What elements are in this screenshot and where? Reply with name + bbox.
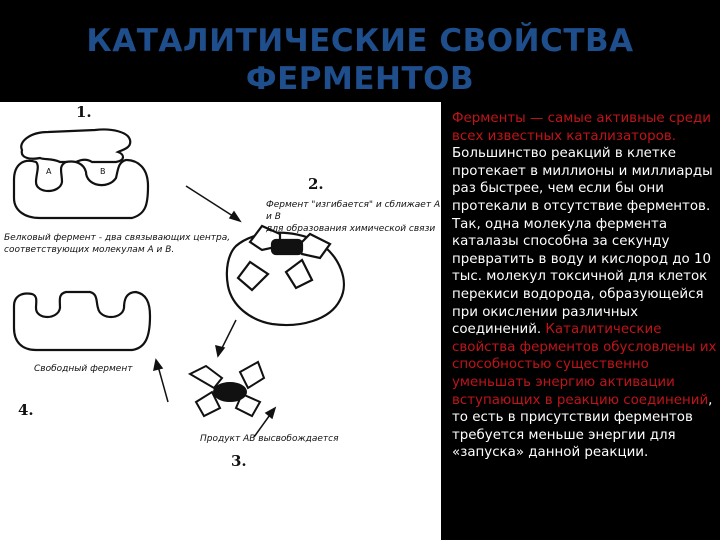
caption-enzyme-bends: [266, 199, 441, 235]
body-paragraph: [452, 110, 720, 462]
body-conclusion-text: , то есть в присутствии ферментов требуется меньше энергии для «запуска» данной реакции.: [452, 392, 713, 461]
slide-title-line-1: КАТАЛИТИЧЕСКИЕ СВОЙСТВА: [86, 23, 634, 59]
step-4-number: 4.: [18, 401, 34, 419]
body-reaction-speed-text: Большинство реакций в клетке протекает в миллионы и миллиарды раз быстрее, чем если бы они протекали в отсутствие ферментов. Так, одна молекула фермента каталазы способна за секунду превратить в воду и кислород до 10 тыс. молекул токсичной для клеток перекиси водорода, образующейся при окислении различных соединений.: [452, 146, 713, 338]
caption-enzyme-bends-line-1: Фермент "изгибается" и сближает А и В: [266, 200, 441, 222]
enzyme-diagram-graphic: [0, 102, 441, 540]
enzyme-catalysis-diagram: [0, 102, 441, 540]
slide-title: [60, 22, 660, 98]
substrate-b-label: B: [100, 167, 106, 176]
step-1-number: 1.: [76, 103, 92, 121]
slide-title-line-2: ФЕРМЕНТОВ: [245, 61, 475, 97]
caption-enzyme-bends-line-2: для образования химической связи: [266, 224, 436, 234]
caption-protein-enzyme: [4, 232, 230, 256]
step2-enzyme: [227, 226, 344, 325]
substrate-a-label: A: [46, 167, 52, 176]
step-3-number: 3.: [231, 452, 247, 470]
highlight-most-active-catalysts: Ферменты — самые активные среди всех известных катализаторов.: [452, 111, 711, 144]
caption-protein-enzyme-line-1: Белковый фермент - два связывающих центра,: [4, 233, 231, 243]
step1-enzyme: [14, 129, 148, 218]
caption-product-released: Продукт АВ высвобождается: [200, 434, 339, 444]
step4-enzyme: [14, 292, 150, 350]
step-2-number: 2.: [308, 175, 324, 193]
step3-product: [190, 362, 264, 416]
highlight-activation-energy: Каталитические свойства ферментов обусловлены их способностью существенно уменьшать энергию активации вступающих в реакцию соединений: [452, 322, 717, 408]
caption-free-enzyme: Свободный фермент: [34, 364, 133, 374]
caption-protein-enzyme-line-2: соответствующих молекулам А и В.: [4, 245, 175, 255]
